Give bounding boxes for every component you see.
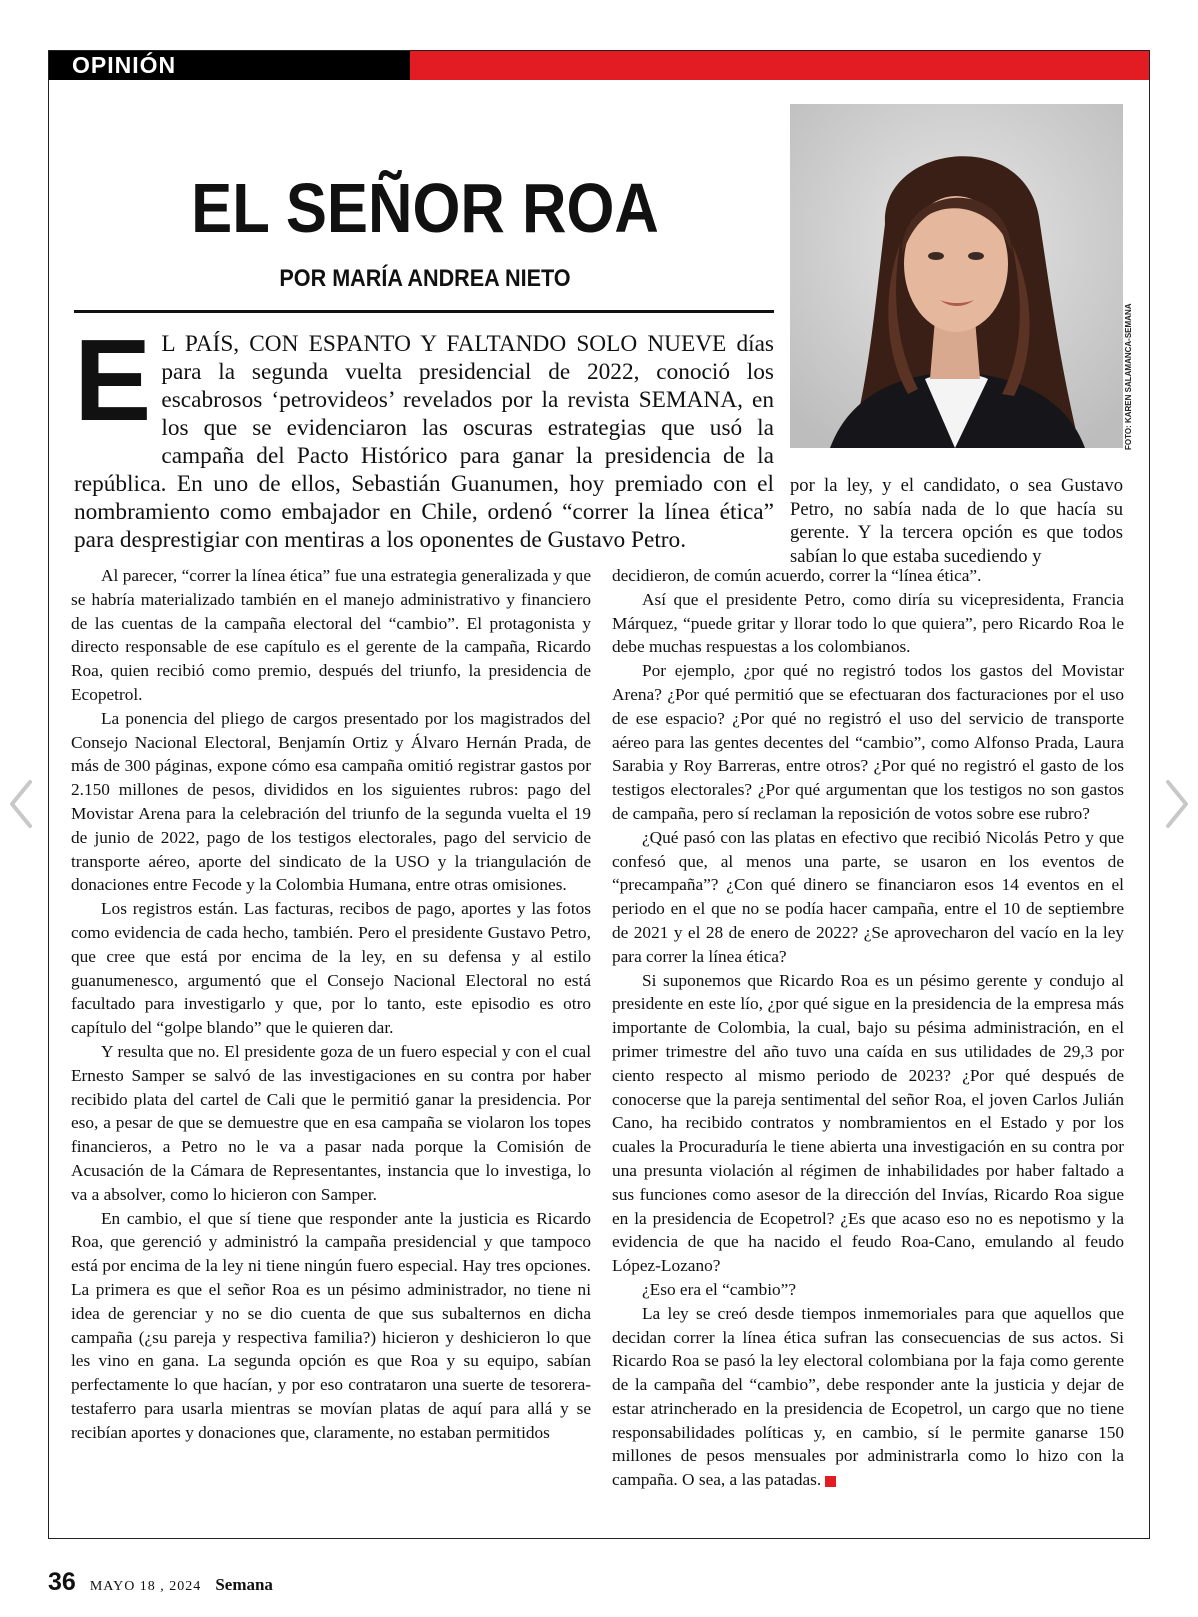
magazine-name: Semana	[215, 1575, 273, 1594]
author-portrait-illustration	[790, 104, 1123, 448]
lead-paragraph	[74, 315, 774, 554]
paragraph: ¿Eso era el “cambio”?	[642, 1279, 796, 1299]
section-label: OPINIÓN	[48, 50, 410, 80]
author-photo	[790, 104, 1123, 448]
photo-credit: FOTO: KAREN SALAMANCA-SEMANA	[1124, 303, 1133, 450]
paragraph-final-text: La ley se creó desde tiempos inmemoriales para que aquellos que decidan correr la línea ética sufran las consecuencias de sus actos. Si Ricardo Roa se pasó la ley electoral colombiana por la faja como gerente de la campaña del “cambio”, debe responder ante la justicia y dejar de estar atrincherado en la presidencia de Ecopetrol, un cargo que no tiene responsabilidades políticas y, en cambio, sí le permite ganarse 150 millones de pesos mensuales por administrarla como lo hizo con la campaña. O sea, a las patadas.	[612, 1303, 1124, 1490]
paragraph: Al parecer, “correr la línea ética” fue una estrategia generalizada y que se habría materializado también en el manejo administrativo y financiero de las cuentas de la campaña electoral del “cambio”. El protagonista y directo responsable de ese capítulo es el gerente de la campaña, Ricardo Roa, quien recibió como premio, después del triunfo, la presidencia de Ecopetrol.	[71, 566, 591, 704]
paragraph: Los registros están. Las facturas, recibos de pago, aportes y las fotos como evidencia de cada hecho, también. Pero el presidente Gustavo Petro, que cree que está por encima de la ley, en su defensa y al estilo guanumenesco, argumentó que el Consejo Nacional Electoral no está facultado para investigarlo y que, por lo tanto, este episodio es otro capítulo del “golpe blando” que le quieren dar.	[71, 899, 591, 1038]
article-byline: POR MARÍA ANDREA NIETO	[279, 265, 571, 292]
paragraph: Así que el presidente Petro, como diría su vicepresidenta, Francia Márquez, “puede gritar y llorar todo lo que quiera”, pero Ricardo Roa le debe muchas respuestas a los colombianos.	[612, 589, 1124, 657]
paragraph: Por ejemplo, ¿por qué no registró todos los gastos del Movistar Arena? ¿Por qué permitió que se efectuaran dos facturaciones por el uso de ese espacio? ¿Por qué no registró el uso del servicio de transporte aéreo para las gentes decentes del “cambio”, como Alfonso Prada, Laura Sarabia y Roy Barreras, entre otros? ¿Por qué no registró el gasto de los testigos electorales? ¿Por qué argumentan que los testigos no son gastos de campaña, pero sí reclaman la reposición de votos sobre ese rubro?	[612, 661, 1124, 823]
lead-continuation: por la ley, y el candidato, o sea Gustavo Petro, no sabía nada de lo que hacía su gerente. Y la tercera opción es que todos sabían lo que estaba sucediendo y	[790, 475, 1123, 567]
paragraph-final	[612, 1302, 1124, 1492]
chevron-left-icon[interactable]	[6, 778, 36, 830]
end-square-icon	[825, 1476, 836, 1487]
article-title: EL SEÑOR ROA	[191, 169, 659, 247]
lead-text: L PAÍS, CON ESPANTO Y FALTANDO SOLO NUEVE días para la segunda vuelta presidencial de 2022, conoció los escabrosos ‘petrovideos’ revelados por la revista SEMANA, en los que se evidenciaron las oscuras estrategias que usó la campaña del Pacto Histórico para ganar la presidencia de la república. En uno de ellos, Sebastián Guanumen, hoy premiado con el nombramiento como embajador en Chile, ordenó “correr la línea ética” para desprestigiar con mentiras a los oponentes de Gustavo Petro.	[74, 331, 774, 553]
left-column	[71, 564, 591, 1444]
right-column	[612, 564, 1124, 1492]
issue-date: MAYO 18 , 2024	[89, 1579, 202, 1594]
paragraph: Y resulta que no. El presidente goza de un fuero especial y con el cual Ernesto Samper se salvó de las investigaciones en su contra por haber recibido plata del cartel de Cali que le permitió ganar la presidencia. Por eso, a pesar de que se demuestre que en esa campaña se violaron los topes financieros, a Petro no le va a pasar nada porque la Comisión de Acusación de la Cámara de Representantes, instancia que lo investiga, lo va a absolver, como lo hicieron con Samper.	[71, 1041, 591, 1204]
paragraph: ¿Qué pasó con las platas en efectivo que recibió Nicolás Petro y que confesó que, al menos una parte, se usaron en los eventos de “precampaña”? ¿Con qué dinero se financiaron esos 14 eventos en el periodo en el que no se podía hacer campaña, entre el 10 de septiembre de 2021 y el 28 de enero de 2022? ¿Se aprovecharon del vacío en la ley para correr la línea ética?	[612, 827, 1124, 966]
paragraph: La ponencia del pliego de cargos presentado por los magistrados del Consejo Nacional Electoral, Benjamín Ortiz y Álvaro Hernán Prada, de más de 300 páginas, expone cómo esa campaña omitió registrar gastos por 2.150 millones de pesos, divididos en los siguientes rubros: pago del Movistar Arena para la celebración del triunfo de la segunda vuelta el 19 de junio de 2022, pago de los testigos electorales, pago del servicio de transporte aéreo, aporte del sindicato de la USO y la triangulación de donaciones entre Fecode y la Colombia Humana, entre otras omisiones.	[71, 708, 591, 895]
dropcap: E	[74, 315, 152, 445]
page-footer	[48, 1568, 273, 1608]
paragraph: Si suponemos que Ricardo Roa es un pésimo gerente y condujo al presidente en este lío, ¿por qué sigue en la presidencia de la empresa más importante de Colombia, la cual, bajo su pésima administración, en el primer trimestre del año tuvo una caída en sus utilidades de 29,3 por ciento respecto al mismo periodo de 2023? ¿Por qué después de conocerse que la pareja sentimental del señor Roa, el joven Carlos Julián Cano, ha recibido contratos y nombramientos en el Estado y por los cuales la Procuraduría le tiene abierta una investigación en su contra por una presunta violación al régimen de inhabilidades por haber faltado a sus funciones como asesor de la dirección del Invías, Ricardo Roa sigue en la presidencia de Ecopetrol? ¿Es que acaso eso no es nepotismo y la evidencia de que ha nacido el feudo Roa-Cano, emulando al feudo López-Lozano?	[612, 970, 1124, 1276]
title-rule	[74, 310, 774, 313]
paragraph-continuation: decidieron, de común acuerdo, correr la “línea ética”.	[612, 566, 982, 585]
paragraph: En cambio, el que sí tiene que responder ante la justicia es Ricardo Roa, que gerenció y administró la campaña presidencial y que tampoco está por encima de la ley ni tiene ningún fuero especial. Hay tres opciones. La primera es que el señor Roa es un pésimo administrador, no tiene ni idea de gerenciar y no se dio cuenta de que sus subalternos en dicha campaña (¿su pareja y respectiva familia?) hicieron y deshicieron lo que les vino en gana. La segunda opción es que Roa y su equipo, sabían perfectamente lo que hacían, y por eso contrataron una suerte de tesorera-testaferro para usarla mientras se movían platas de aquí para allá y se recibían aportes y donaciones que, claramente, no estaban permitidos	[71, 1208, 591, 1442]
chevron-right-icon[interactable]	[1162, 778, 1192, 830]
page-number: 36	[48, 1568, 76, 1596]
